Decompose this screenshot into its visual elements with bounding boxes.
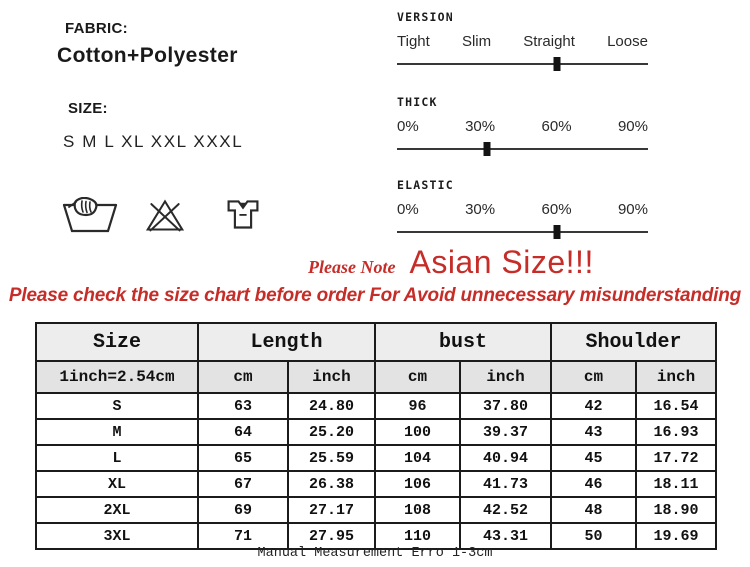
slider-labels [397,201,648,218]
table-row [36,471,716,497]
unit-header: cm [551,361,636,393]
slider-label: 30% [465,201,496,218]
col-header-bust: bust [375,323,551,361]
value-cell: 24.80 [288,393,375,419]
version-slider [397,10,648,65]
slider-label: 60% [541,118,572,135]
value-cell: 17.72 [636,445,716,471]
value-cell: 27.95 [288,523,375,549]
table-subheader-row [36,361,716,393]
value-cell: 26.38 [288,471,375,497]
unit-header: cm [198,361,288,393]
asian-size-headline: Asian Size!!! [409,244,594,280]
value-cell: 43.31 [460,523,551,549]
slider-label: Slim [461,33,492,50]
value-cell: 37.80 [460,393,551,419]
size-chart-table [35,322,717,550]
col-header-shoulder: Shoulder [551,323,716,361]
value-cell: 108 [375,497,460,523]
table-header-row [36,323,716,361]
value-cell: 27.17 [288,497,375,523]
slider-track [397,63,648,65]
value-cell: 19.69 [636,523,716,549]
measurement-error-note: Manual Measurement Erro 1-3cm [257,546,493,561]
slider-label: 0% [397,118,419,135]
slider-label: 30% [465,118,496,135]
fabric-value: Cotton+Polyester [57,44,238,67]
slider-label: Straight [523,33,575,50]
value-cell: 45 [551,445,636,471]
slider-title: ELASTIC [397,178,454,192]
slider-track [397,148,648,150]
unit-header: cm [375,361,460,393]
slider-title: THICK [397,95,438,109]
size-cell: 2XL [36,497,198,523]
value-cell: 41.73 [460,471,551,497]
unit-header: inch [460,361,551,393]
table-row [36,445,716,471]
value-cell: 43 [551,419,636,445]
value-cell: 42.52 [460,497,551,523]
slider-labels [397,33,648,50]
slider-label: 90% [617,201,648,218]
value-cell: 48 [551,497,636,523]
value-cell: 39.37 [460,419,551,445]
value-cell: 106 [375,471,460,497]
value-cell: 69 [198,497,288,523]
unit-header: inch [636,361,716,393]
value-cell: 16.54 [636,393,716,419]
slider-marker[interactable] [484,142,491,156]
slider-label: 90% [617,118,648,135]
asian-size-notice [308,244,594,281]
col-header-size: Size [36,323,198,361]
table-row [36,497,716,523]
size-chart-warning: Please check the size chart before order For Avoid unnecessary misunderstanding [8,285,742,306]
please-note-text: Please Note [308,257,396,277]
value-cell: 64 [198,419,288,445]
value-cell: 42 [551,393,636,419]
value-cell: 18.11 [636,471,716,497]
slider-track [397,231,648,233]
slider-label: 0% [397,201,419,218]
value-cell: 50 [551,523,636,549]
care-instruction-icons [62,197,262,234]
size-label: SIZE: [68,100,108,117]
value-cell: 25.59 [288,445,375,471]
fabric-label: FABRIC: [65,20,128,37]
do-not-bleach-icon [145,197,185,233]
value-cell: 25.20 [288,419,375,445]
value-cell: 71 [198,523,288,549]
value-cell: 46 [551,471,636,497]
value-cell: 65 [198,445,288,471]
value-cell: 110 [375,523,460,549]
slider-labels [397,118,648,135]
value-cell: 104 [375,445,460,471]
value-cell: 18.90 [636,497,716,523]
thick-slider [397,95,648,150]
slider-marker[interactable] [553,57,560,71]
slider-label: 60% [541,201,572,218]
slider-marker[interactable] [553,225,560,239]
col-header-length: Length [198,323,375,361]
value-cell: 16.93 [636,419,716,445]
size-cell: L [36,445,198,471]
table-row [36,419,716,445]
table-row [36,393,716,419]
slider-title: VERSION [397,10,454,24]
elastic-slider [397,178,648,233]
size-options-text: S M L XL XXL XXXL [63,132,244,151]
value-cell: 40.94 [460,445,551,471]
t-shirt-icon [225,197,261,231]
size-cell: M [36,419,198,445]
size-cell: S [36,393,198,419]
value-cell: 67 [198,471,288,497]
size-cell: 3XL [36,523,198,549]
value-cell: 100 [375,419,460,445]
size-cell: XL [36,471,198,497]
slider-label: Loose [607,33,648,50]
unit-conversion-note: 1inch=2.54cm [36,361,198,393]
value-cell: 63 [198,393,288,419]
slider-label: Tight [397,33,430,50]
unit-header: inch [288,361,375,393]
value-cell: 96 [375,393,460,419]
hand-wash-icon [62,197,118,234]
